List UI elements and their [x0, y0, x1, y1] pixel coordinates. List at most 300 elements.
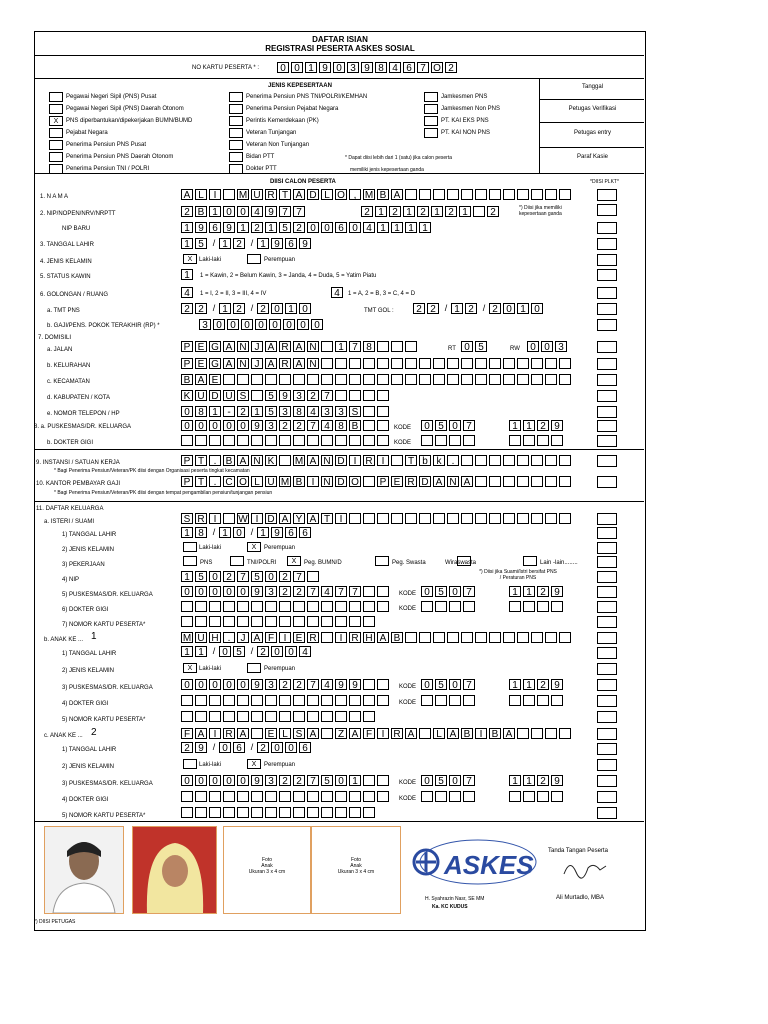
kecamatan-field-char — [433, 374, 445, 385]
card-number-field[interactable] — [277, 62, 459, 73]
kelurahan-right-box[interactable] — [597, 358, 617, 370]
anak1-nama-field-char — [517, 632, 529, 643]
kabupaten-field-char: D — [209, 390, 221, 401]
kabupaten-field[interactable] — [181, 390, 391, 401]
types-col3-checkbox-3[interactable] — [424, 128, 438, 138]
istri-nama-field[interactable] — [181, 513, 573, 524]
anak2-kode-2-field[interactable] — [509, 775, 565, 786]
anak1-gigi-kode-1-char — [463, 695, 475, 706]
instansi-field-char: R — [363, 455, 375, 466]
istri-tgl-right-box[interactable] — [597, 527, 617, 539]
anak1-gigi-kode-1[interactable] — [421, 695, 477, 706]
types-col1-checkbox-2[interactable]: X — [49, 116, 63, 126]
anak1-kode-1-field-char: 0 — [421, 679, 433, 690]
nip-field-2-char: 2 — [361, 206, 373, 217]
jk-right-box[interactable] — [597, 254, 617, 266]
anak1-laki-checkbox[interactable]: X — [183, 663, 197, 673]
anak1-gigi-kode-2[interactable] — [509, 695, 565, 706]
anak1-pusk-right-box[interactable] — [597, 679, 617, 691]
puskesmas-field-char: 0 — [181, 420, 193, 431]
ruang-note: 1 = A, 2 = B, 3 = C, 4 = D — [348, 291, 416, 297]
instansi-note: * Bagi Penerima Pensiun/Veteran/PK diisi dengan Organisasi peserta tingkat kecamatan — [54, 468, 250, 474]
types-col2-checkbox-1[interactable] — [229, 104, 243, 114]
dokter-gigi-field-char — [181, 435, 193, 446]
section-title: DIISI CALON PESERTA — [270, 179, 336, 185]
kode-2-field-char: 9 — [551, 420, 563, 431]
kelurahan-field-char — [363, 358, 375, 369]
anak2-gigi-kode-1[interactable] — [421, 791, 477, 802]
anak2-kartu-field-char — [279, 807, 291, 818]
istri-nama-field-char — [545, 513, 557, 524]
signature-mark — [560, 856, 610, 882]
anak2-nama-field-char: I — [475, 728, 487, 739]
anak2-perempuan-checkbox[interactable]: X — [247, 759, 261, 769]
istri-kartu-field-char — [363, 616, 375, 627]
nip-field-1-char: 1 — [209, 206, 221, 217]
instansi-field[interactable] — [181, 455, 573, 466]
types-col1-checkbox-6[interactable] — [49, 164, 63, 174]
kecamatan-field-char — [531, 374, 543, 385]
anak2-gigi-field-char — [349, 791, 361, 802]
istri-laki-checkbox[interactable] — [183, 542, 197, 552]
anak2-jk-right-box[interactable] — [597, 759, 617, 771]
istri-tgl-field-char: 0 — [233, 527, 245, 538]
istri-gigi-field-char — [335, 601, 347, 612]
anak2-nama-field[interactable] — [181, 728, 573, 739]
jalan-field-char: J — [251, 341, 263, 352]
anak2-perempuan-label: Perempuan — [264, 762, 296, 768]
dokter-gigi-label: b. DOKTER GIGI — [47, 440, 94, 446]
anak1-tgl-right-box[interactable] — [597, 647, 617, 659]
card-number-char: 1 — [305, 62, 317, 73]
anak2-jk-label: 2) JENIS KELAMIN — [62, 764, 115, 770]
puskesmas-right-box[interactable] — [597, 420, 617, 432]
anak1-tgl-field[interactable] — [181, 646, 313, 657]
tgl-lahir-right-box[interactable] — [597, 238, 617, 250]
anak1-gigi-field-char — [251, 695, 263, 706]
anak2-laki-checkbox[interactable] — [183, 759, 197, 769]
kantor-field-char: D — [335, 476, 347, 487]
jalan-field-char: 7 — [349, 341, 361, 352]
anak2-kode-1-field[interactable] — [421, 775, 477, 786]
tmt-pns-field-separator: / — [250, 303, 254, 313]
kelurahan-field-char — [475, 358, 487, 369]
nip-field-1-char: 0 — [223, 206, 235, 217]
kecamatan-field-char: E — [209, 374, 221, 385]
kode-2-field[interactable] — [509, 420, 565, 431]
kode-gigi-2-field[interactable] — [509, 435, 565, 446]
nip-baru-field-char: 1 — [405, 222, 417, 233]
istri-gigi-kode-2[interactable] — [509, 601, 565, 612]
anak1-nama-field-char — [531, 632, 543, 643]
kantor-field-char: L — [251, 476, 263, 487]
anak2-kartu-field-char — [321, 807, 333, 818]
kode-gigi-2-field-char — [537, 435, 549, 446]
anak1-kartu-right-box[interactable] — [597, 711, 617, 723]
istri-kode-1-field-char: 0 — [449, 586, 461, 597]
anak2-pusk-field-char: 0 — [209, 775, 221, 786]
pekerjaan-label-0: PNS — [200, 560, 213, 566]
dokter-gigi-field-char — [279, 435, 291, 446]
card-number-char: 9 — [361, 62, 373, 73]
anak2-gigi-field-char — [377, 791, 389, 802]
jalan-field-char: E — [195, 341, 207, 352]
jalan-right-box[interactable] — [597, 341, 617, 353]
anak2-pusk-field[interactable] — [181, 775, 391, 786]
istri-nama-field-char: Y — [293, 513, 305, 524]
kode-gigi-1-field-char — [421, 435, 433, 446]
anak2-tgl-field-separator: / — [212, 742, 216, 752]
nip-baru-field[interactable] — [181, 222, 433, 233]
tmt-gol-field-char: 0 — [503, 303, 515, 314]
gaji-field[interactable] — [199, 319, 325, 330]
kecamatan-right-box[interactable] — [597, 374, 617, 386]
istri-pusk-field[interactable] — [181, 586, 391, 597]
istri-kartu-field[interactable] — [181, 616, 377, 627]
anak2-tgl-field-char: 2 — [181, 742, 193, 753]
istri-gigi-right-box[interactable] — [597, 601, 617, 613]
istri-nama-field-char — [517, 513, 529, 524]
anak2-tgl-right-box[interactable] — [597, 743, 617, 755]
kecamatan-field-char — [559, 374, 571, 385]
instansi-field-char: A — [237, 455, 249, 466]
anak2-kartu-field-char — [181, 807, 193, 818]
kode-1-field-char: 7 — [463, 420, 475, 431]
anak2-nama-field-char — [531, 728, 543, 739]
types-col1-checkbox-3[interactable] — [49, 128, 63, 138]
anak1-nama-field[interactable] — [181, 632, 573, 643]
kantor-field-char — [503, 476, 515, 487]
anak1-gigi-field[interactable] — [181, 695, 391, 706]
anak2-kode-1-field-char: 5 — [435, 775, 447, 786]
pekerjaan-checkbox-5[interactable] — [523, 556, 537, 566]
kantor-field-char: P — [181, 476, 193, 487]
tmt-gol-field-char: 2 — [427, 303, 439, 314]
instansi-field-char: . — [447, 455, 459, 466]
anak1-kartu-field-char — [195, 711, 207, 722]
istri-pusk-field-char: 2 — [279, 586, 291, 597]
kantor-field-char: T — [195, 476, 207, 487]
tmt-pns-field-char: 0 — [299, 303, 311, 314]
kecamatan-field-char — [475, 374, 487, 385]
dokter-gigi-field-char — [251, 435, 263, 446]
istri-pusk-field-char: 9 — [251, 586, 263, 597]
istri-pusk-right-box[interactable] — [597, 586, 617, 598]
telepon-field-char: 2 — [237, 406, 249, 417]
telepon-field-char: 5 — [265, 406, 277, 417]
istri-nip-field-char: 7 — [237, 571, 249, 582]
dokter-gigi-field-char — [321, 435, 333, 446]
nip-field-1-char: 7 — [293, 206, 305, 217]
rw-field[interactable] — [527, 341, 569, 352]
istri-tgl-field-char: 8 — [195, 527, 207, 538]
tmt-pns-field-char: 2 — [195, 303, 207, 314]
istri-kartu-field-char — [209, 616, 221, 627]
anak1-right-box[interactable] — [597, 632, 617, 644]
types-right-divider — [540, 99, 644, 100]
istri-perempuan-label: Perempuan — [264, 545, 296, 551]
jalan-field-char: A — [223, 341, 235, 352]
anak1-jk-right-box[interactable] — [597, 663, 617, 675]
nip-baru-right-box[interactable] — [597, 222, 617, 234]
instansi-right-box[interactable] — [597, 455, 617, 467]
pekerjaan-right-box[interactable] — [597, 556, 617, 568]
jk-laki-checkbox[interactable]: X — [183, 254, 197, 264]
anak1-laki-label: Laki-laki — [199, 666, 222, 672]
nama-right-box[interactable] — [597, 189, 617, 201]
istri-pusk-field-char: 7 — [307, 586, 319, 597]
anak2-nama-field-char: A — [237, 728, 249, 739]
istri-gigi-kode-2-char — [509, 601, 521, 612]
nip-right-box[interactable] — [597, 204, 617, 216]
anak2-nama-field-char — [559, 728, 571, 739]
instansi-field-char — [279, 455, 291, 466]
anak1-kartu-field[interactable] — [181, 711, 377, 722]
types-col1-label-2: PNS diperbantukan/dipekerjakan BUMN/BUMD — [66, 118, 193, 124]
kecamatan-field-char — [223, 374, 235, 385]
dokter-gigi-field[interactable] — [181, 435, 391, 446]
instansi-field-char: I — [349, 455, 361, 466]
anak2-nama-field-char — [321, 728, 333, 739]
kecamatan-field[interactable] — [181, 374, 573, 385]
status-kawin-field-char: 1 — [181, 269, 193, 280]
istri-nip-right-box[interactable] — [597, 571, 617, 583]
telepon-field-char: - — [223, 406, 235, 417]
kantor-field-char — [531, 476, 543, 487]
rw-label: RW — [510, 346, 520, 352]
kelurahan-field-char — [335, 358, 347, 369]
status-kawin-field[interactable] — [181, 269, 195, 280]
card-number-char: 0 — [277, 62, 289, 73]
anak1-kartu-field-char — [321, 711, 333, 722]
anak1-tgl-field-char: 5 — [233, 646, 245, 657]
pekerjaan-checkbox-2[interactable]: X — [287, 556, 301, 566]
istri-tgl-label: 1) TANGGAL LAHIR — [62, 532, 117, 538]
istri-nama-field-char: I — [335, 513, 347, 524]
pekerjaan-checkbox-0[interactable] — [183, 556, 197, 566]
status-kawin-note: 1 = Kawin, 2 = Belum Kawin, 3 = Janda, 4 = Duda, 5 = Yatim Piatu — [200, 273, 377, 279]
tmt-gol-field[interactable] — [413, 303, 545, 314]
instansi-field-char: I — [377, 455, 389, 466]
nip-field-2-char: 2 — [389, 206, 401, 217]
nip-field-2[interactable] — [361, 206, 501, 217]
kantor-field-char: O — [349, 476, 361, 487]
istri-kode-1-field[interactable] — [421, 586, 477, 597]
anak1-kode-1-field[interactable] — [421, 679, 477, 690]
tmt-gol-field-char: 0 — [531, 303, 543, 314]
nama-field-char: L — [195, 189, 207, 200]
anak2-tgl-field-char: 6 — [233, 742, 245, 753]
tmt-pns-field-char: 1 — [285, 303, 297, 314]
istri-right-box[interactable] — [597, 513, 617, 525]
istri-nip-field-char — [307, 571, 319, 582]
instansi-field-char — [391, 455, 403, 466]
types-col3-label-1: Jamkesmen Non PNS — [441, 106, 501, 112]
kode-gigi-1-field-char — [449, 435, 461, 446]
types-col3-checkbox-0[interactable] — [424, 92, 438, 102]
kode-2-field-char: 1 — [523, 420, 535, 431]
anak2-nama-field-char — [419, 728, 431, 739]
pekerjaan-note: *) Diisi jika Suami/Istri bersifat PNS / Peraturan PNS — [479, 569, 557, 581]
anak1-kode-2-field[interactable] — [509, 679, 565, 690]
puskesmas-field[interactable] — [181, 420, 391, 431]
kode-gigi-1-field[interactable] — [421, 435, 477, 446]
types-col2-checkbox-4[interactable] — [229, 140, 243, 150]
instansi-field-char: A — [307, 455, 319, 466]
instansi-field-char — [461, 455, 473, 466]
anak2-kode-label: KODE — [399, 780, 417, 786]
stamp-role: Ka. KC KUDUS — [432, 904, 468, 910]
types-col1-checkbox-4[interactable] — [49, 140, 63, 150]
anak2-kartu-field[interactable] — [181, 807, 377, 818]
anak1-nama-field-char: U — [195, 632, 207, 643]
tgl-lahir-field[interactable] — [181, 238, 313, 249]
anak2-gigi-kode-2[interactable] — [509, 791, 565, 802]
kabupaten-field-char — [251, 390, 263, 401]
anak1-pusk-field-char: 0 — [195, 679, 207, 690]
anak2-tgl-field[interactable] — [181, 742, 313, 753]
types-col1-checkbox-5[interactable] — [49, 152, 63, 162]
pekerjaan-checkbox-1[interactable] — [230, 556, 244, 566]
kecamatan-field-char — [517, 374, 529, 385]
ruang-field[interactable] — [331, 287, 345, 298]
kecamatan-field-char — [293, 374, 305, 385]
anak2-right-box[interactable] — [597, 728, 617, 740]
kantor-field[interactable] — [181, 476, 573, 487]
istri-perempuan-checkbox[interactable]: X — [247, 542, 261, 552]
status-kawin-right-box[interactable] — [597, 269, 617, 281]
askes-logo-stamp — [408, 832, 540, 892]
card-number-char: 3 — [347, 62, 359, 73]
golongan-note: 1 = I, 2 = II, 3 = III, 4 = IV — [200, 291, 267, 297]
anak2-gigi-kode-2-char — [523, 791, 535, 802]
tmt-right-box[interactable] — [597, 303, 617, 315]
istri-gigi-field-char — [251, 601, 263, 612]
instansi-field-char — [517, 455, 529, 466]
istri-nip-field[interactable] — [181, 571, 321, 582]
anak1-pusk-field-char: 0 — [181, 679, 193, 690]
golongan-field[interactable] — [181, 287, 195, 298]
types-col1-label-4: Penerima Pensiun PNS Pusat — [66, 142, 147, 148]
kelurahan-field[interactable] — [181, 358, 573, 369]
istri-nama-field-char — [475, 513, 487, 524]
puskesmas-field-char: 3 — [265, 420, 277, 431]
istri-kartu-field-char — [265, 616, 277, 627]
anak2-gigi-field-char — [251, 791, 263, 802]
telepon-field[interactable] — [181, 406, 391, 417]
istri-kartu-field-char — [279, 616, 291, 627]
anak2-pusk-right-box[interactable] — [597, 775, 617, 787]
istri-tgl-field-char: 1 — [257, 527, 269, 538]
istri-jk-right-box[interactable] — [597, 542, 617, 554]
kecamatan-field-char — [447, 374, 459, 385]
istri-kartu-right-box[interactable] — [597, 616, 617, 628]
anak1-kode-1-field-char: 5 — [435, 679, 447, 690]
istri-gigi-field[interactable] — [181, 601, 391, 612]
anak2-kode-1-field-char: 0 — [421, 775, 433, 786]
anak2-kartu-right-box[interactable] — [597, 807, 617, 819]
istri-pusk-field-char: 0 — [195, 586, 207, 597]
types-col2-checkbox-0[interactable] — [229, 92, 243, 102]
nip-baru-field-char: 1 — [419, 222, 431, 233]
istri-pusk-label: 5) PUSKESMAS/DR. KELUARGA — [62, 592, 153, 598]
instansi-field-char: b — [419, 455, 431, 466]
anak2-tgl-field-char: 0 — [285, 742, 297, 753]
dokter-gigi-right-box[interactable] — [597, 435, 617, 447]
types-col1-checkbox-0[interactable] — [49, 92, 63, 102]
types-col3-checkbox-2[interactable] — [424, 116, 438, 126]
anak1-kartu-field-char — [307, 711, 319, 722]
anak1-perempuan-checkbox[interactable] — [247, 663, 261, 673]
kabupaten-right-box[interactable] — [597, 390, 617, 402]
jalan-field-char: A — [293, 341, 305, 352]
tgl-lahir-field-char: 5 — [195, 238, 207, 249]
nip-field-1[interactable] — [181, 206, 307, 217]
istri-tgl-field[interactable] — [181, 527, 313, 538]
puskesmas-field-char: 9 — [251, 420, 263, 431]
telepon-field-char — [363, 406, 375, 417]
puskesmas-field-char: 8 — [335, 420, 347, 431]
jk-perempuan-checkbox[interactable] — [247, 254, 261, 264]
rt-field[interactable] — [461, 341, 489, 352]
tmt-pns-field[interactable] — [181, 303, 313, 314]
telepon-field-char: 8 — [293, 406, 305, 417]
anak1-kode-label: KODE — [399, 684, 417, 690]
nip-baru-field-char: 6 — [335, 222, 347, 233]
types-col2-checkbox-2[interactable] — [229, 116, 243, 126]
istri-gigi-kode-1[interactable] — [421, 601, 477, 612]
types-col2-checkbox-3[interactable] — [229, 128, 243, 138]
types-col2-checkbox-5[interactable] — [229, 152, 243, 162]
pekerjaan-checkbox-3[interactable] — [375, 556, 389, 566]
anak2-kartu-field-char — [209, 807, 221, 818]
anak2-gigi-kode-2-char — [537, 791, 549, 802]
rw-field-char: 3 — [555, 341, 567, 352]
istri-kode-2-field[interactable] — [509, 586, 565, 597]
nama-field-char: T — [279, 189, 291, 200]
kabupaten-field-char — [363, 390, 375, 401]
types-col1-checkbox-1[interactable] — [49, 104, 63, 114]
istri-kode-1-field-char: 7 — [463, 586, 475, 597]
nama-field[interactable] — [181, 189, 573, 200]
anak2-gigi-right-box[interactable] — [597, 791, 617, 803]
anak2-kartu-field-char — [223, 807, 235, 818]
kantor-right-box[interactable] — [597, 476, 617, 488]
anak2-kartu-field-char — [349, 807, 361, 818]
kode-1-field[interactable] — [421, 420, 477, 431]
types-col3-checkbox-1[interactable] — [424, 104, 438, 114]
telepon-right-box[interactable] — [597, 406, 617, 418]
tmt-gol-field-char: 2 — [413, 303, 425, 314]
anak1-pusk-field[interactable] — [181, 679, 391, 690]
kelurahan-field-char — [461, 358, 473, 369]
domisili-label: 7. DOMISILI — [38, 335, 72, 341]
kecamatan-field-char — [545, 374, 557, 385]
jalan-field[interactable] — [181, 341, 419, 352]
gaji-right-box[interactable] — [597, 319, 617, 331]
tmt-pns-field-char: 2 — [233, 303, 245, 314]
golongan-right-box[interactable] — [597, 287, 617, 299]
istri-pusk-field-char: 0 — [223, 586, 235, 597]
kabupaten-field-char: 5 — [265, 390, 277, 401]
types-col2-checkbox-6[interactable] — [229, 164, 243, 174]
anak2-gigi-field[interactable] — [181, 791, 391, 802]
anak1-nama-field-char: . — [223, 632, 235, 643]
anak1-gigi-right-box[interactable] — [597, 695, 617, 707]
anak2-kartu-field-char — [293, 807, 305, 818]
puskesmas-field-char: 2 — [279, 420, 291, 431]
anak1-kartu-field-char — [251, 711, 263, 722]
